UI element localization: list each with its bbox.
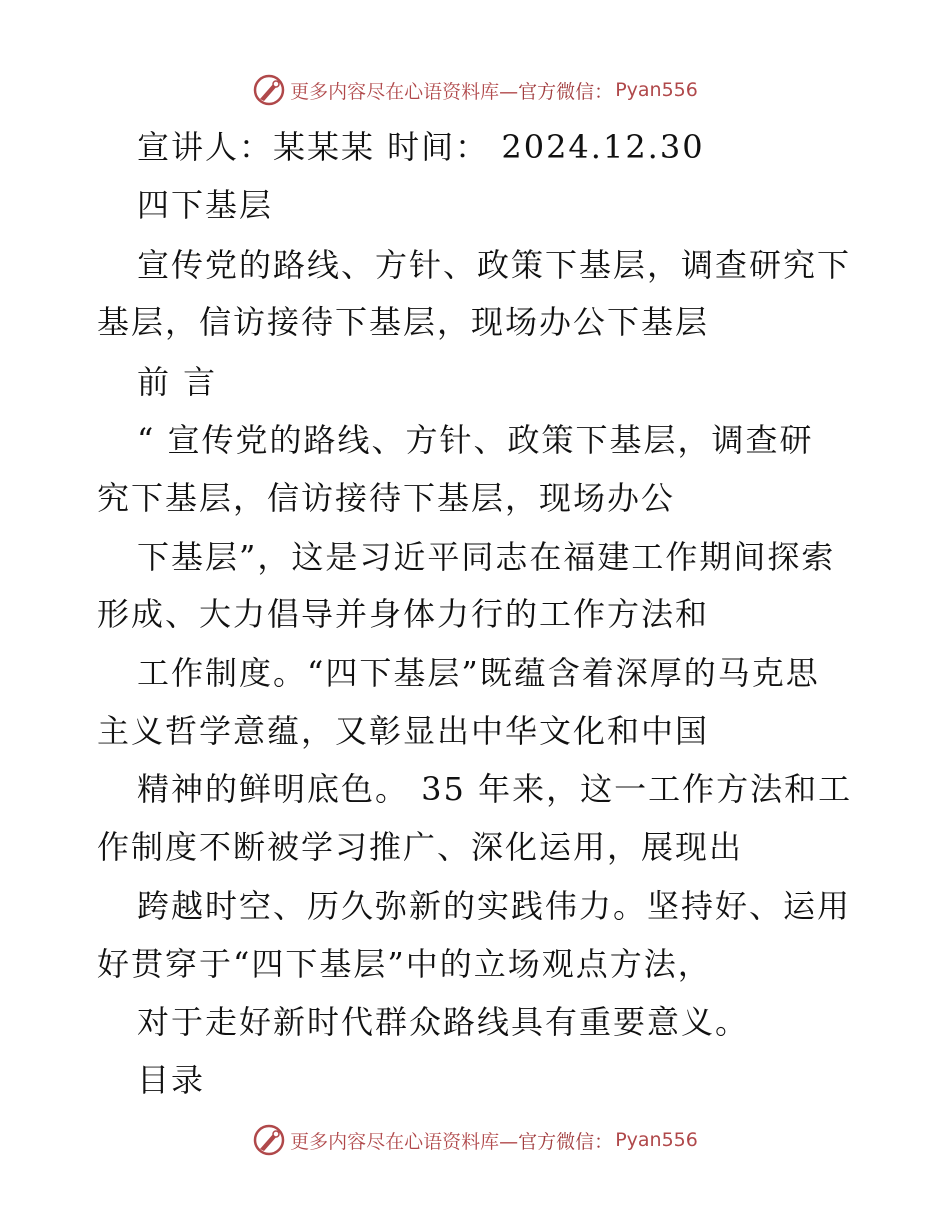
watermark-wechat-label: 官方微信： [518,80,614,103]
body-line: 对于走好新时代群众路线具有重要意义。 [137,1003,750,1041]
body-line: 精神的鲜明底色。 35 年来，这一工作方法和工 [137,770,853,808]
body-line: 好贯穿于“四下基层”中的立场观点方法， [97,945,712,983]
body-line: 主义哲学意蕴，又彰显出中华文化和中国 [97,712,710,750]
watermark-wechat-label: 官方微信： [518,1130,614,1153]
pen-seal-icon [252,1123,286,1157]
body-line: 工作制度。“四下基层”既蕴含着深厚的马克思 [137,654,820,692]
section-heading-preface: 前 言 [137,363,218,401]
footer-watermark [0,1120,950,1160]
body-line: 作制度不断被学习推广、深化运用，展现出 [97,828,744,866]
body-line: 下基层”，这是习近平同志在福建工作期间探索 [137,538,836,576]
body-line: 形成、大力倡导并身体力行的工作方法和 [97,595,710,633]
body-line: 究下基层，信访接待下基层，现场办公 [97,479,676,517]
section-heading-toc: 目录 [137,1061,206,1099]
watermark-account: Pyan556 [615,79,698,101]
pen-seal-icon [252,73,286,107]
body-line: 宣传党的路线、方针、政策下基层，调查研究下 [137,246,852,284]
watermark-account: Pyan556 [615,1129,698,1151]
speaker-date-line: 宣讲人：某某某 时间： 2024.12.30 [137,128,705,166]
header-watermark [0,70,950,110]
body-line: “ 宣传党的路线、方针、政策下基层，调查研 [137,421,814,459]
title-line: 四下基层 [137,186,274,224]
watermark-text: 更多内容尽在心语资料库— [290,1130,519,1153]
body-line: 跨越时空、历久弥新的实践伟力。坚持好、运用 [137,887,852,925]
body-line: 基层，信访接待下基层，现场办公下基层 [97,303,710,341]
watermark-text: 更多内容尽在心语资料库— [290,80,519,103]
